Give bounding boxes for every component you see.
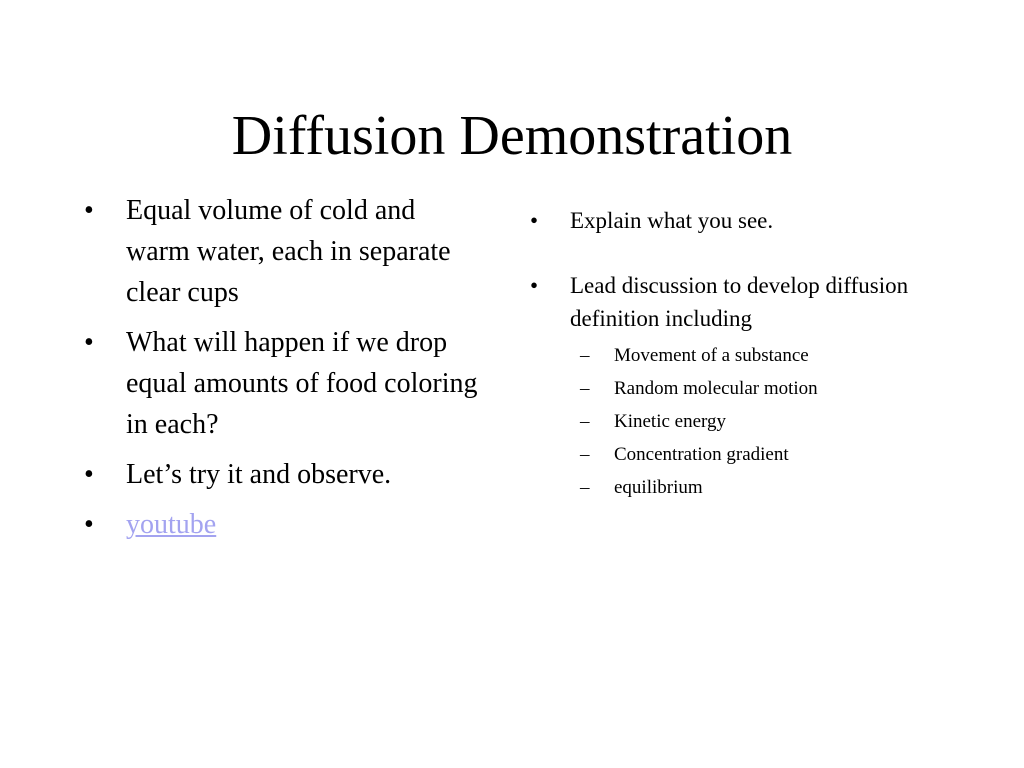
dash-icon: –: [580, 378, 590, 399]
dash-icon: –: [580, 345, 590, 366]
bullet-icon: •: [84, 509, 94, 540]
sub-list-item-text: equilibrium: [614, 477, 703, 498]
right-bullet-list: [530, 204, 930, 504]
dash-icon: –: [580, 411, 590, 432]
sub-list-item: [570, 339, 930, 372]
list-item-text: Let’s try it and observe.: [126, 459, 392, 490]
sub-list-item-text: Kinetic energy: [614, 411, 727, 432]
bullet-icon: •: [530, 273, 539, 298]
left-column: [84, 190, 484, 554]
list-item: [84, 454, 484, 495]
sub-bullet-list: [570, 339, 930, 504]
list-item: [84, 322, 484, 445]
list-item-text: What will happen if we drop equal amounts of food coloring in each?: [126, 327, 478, 440]
sub-list-item-text: Movement of a substance: [614, 345, 809, 366]
dash-icon: –: [580, 444, 590, 465]
slide-title: Diffusion Demonstration: [231, 105, 793, 167]
list-item-text: Lead discussion to develop diffusion definition including: [570, 273, 909, 331]
list-item-text: Equal volume of cold and warm water, each in separate clear cups: [126, 195, 451, 308]
list-item: [84, 504, 484, 545]
list-item: [530, 269, 930, 504]
bullet-icon: •: [530, 208, 539, 233]
youtube-link[interactable]: youtube: [126, 509, 217, 540]
list-item: [84, 190, 484, 313]
sub-list-item: [570, 438, 930, 471]
sub-list-item: [570, 405, 930, 438]
bullet-icon: •: [84, 195, 94, 226]
sub-list-item: [570, 471, 930, 504]
bullet-icon: •: [84, 459, 94, 490]
right-column: [530, 190, 930, 504]
dash-icon: –: [580, 477, 590, 498]
list-item-text: Explain what you see.: [570, 208, 774, 233]
bullet-icon: •: [84, 327, 94, 358]
sub-list-item: [570, 372, 930, 405]
sub-list-item-text: Random molecular motion: [614, 378, 818, 399]
left-bullet-list: [84, 190, 484, 545]
sub-list-item-text: Concentration gradient: [614, 444, 789, 465]
list-item: [530, 204, 930, 237]
